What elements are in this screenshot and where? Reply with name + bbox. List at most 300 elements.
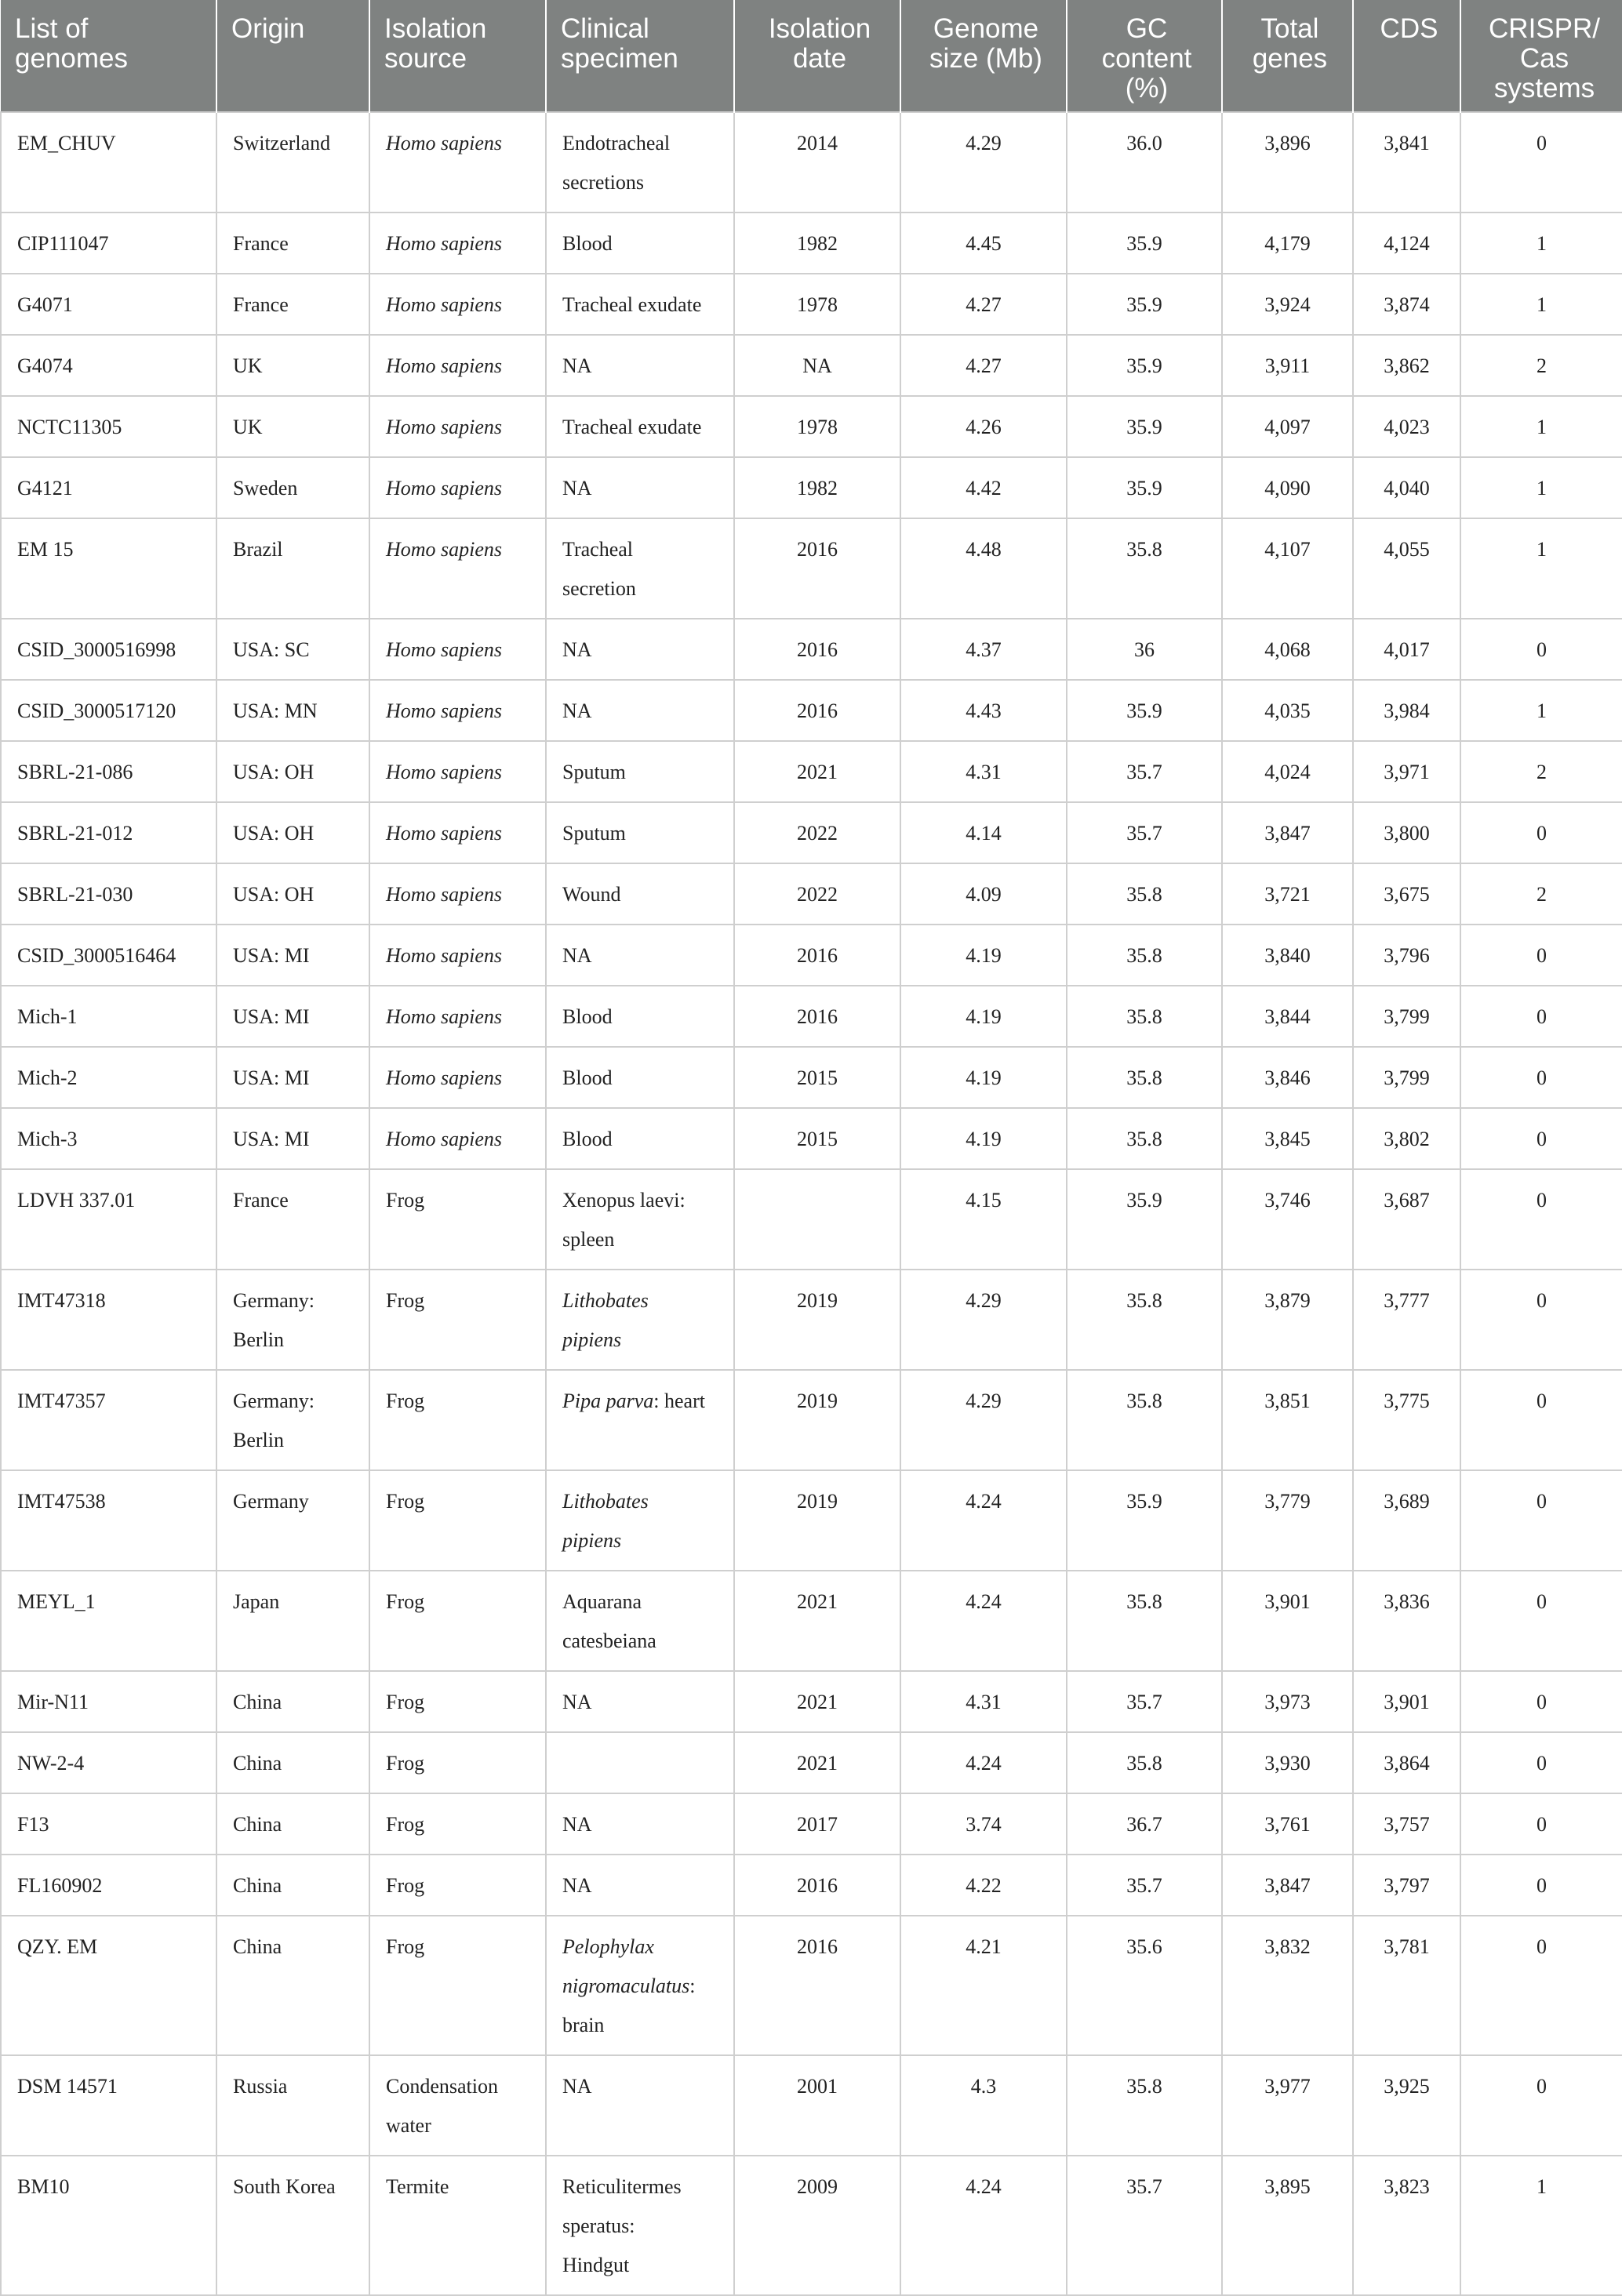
cell-line: China — [233, 1935, 282, 1958]
header-line: Isolation — [384, 13, 487, 44]
cell-isolation-date: 2021 — [734, 741, 900, 802]
cell-genome: SBRL-21-012 — [1, 802, 216, 863]
cell-isolation-source — [369, 1270, 546, 1370]
cell-gc-content: 35.7 — [1067, 1855, 1222, 1916]
cell-cds: 3,775 — [1353, 1370, 1460, 1470]
table-header — [1, 0, 1622, 112]
cell-origin — [216, 741, 369, 802]
cell-line: Homo sapiens — [386, 538, 503, 561]
cell-origin — [216, 1671, 369, 1732]
cell-genome-size: 4.15 — [900, 1169, 1067, 1270]
cell-gc-content: 35.6 — [1067, 1916, 1222, 2055]
header-line: (%) — [1125, 73, 1169, 104]
cell-line: Homo sapiens — [386, 1128, 503, 1150]
header-clinical-specimen — [546, 0, 734, 112]
cell-gc-content: 35.7 — [1067, 802, 1222, 863]
cell-line: Lithobates — [562, 1289, 649, 1312]
cell-gc-content: 36 — [1067, 619, 1222, 680]
cell-line: France — [233, 1189, 289, 1212]
cell-line: Homo sapiens — [386, 293, 503, 316]
table-row — [1, 2156, 1622, 2295]
cell-isolation-date: 2019 — [734, 1270, 900, 1370]
table-row — [1, 680, 1622, 741]
cell-cds: 4,124 — [1353, 213, 1460, 274]
cell-genome: DSM 14571 — [1, 2055, 216, 2156]
header-isolation-date — [734, 0, 900, 112]
cell-line: UK — [233, 354, 263, 377]
cell-line: Homo sapiens — [386, 477, 503, 500]
cell-line: UK — [233, 416, 263, 438]
cell-origin — [216, 335, 369, 396]
cell-clinical-specimen — [546, 1470, 734, 1571]
cell-line: Tracheal exudate — [562, 293, 702, 316]
cell-isolation-source — [369, 396, 546, 457]
cell-origin — [216, 1470, 369, 1571]
cell-crispr: 0 — [1460, 1108, 1622, 1169]
cell-clinical-specimen — [546, 680, 734, 741]
cell-line: Homo sapiens — [386, 416, 503, 438]
cell-crispr: 0 — [1460, 925, 1622, 986]
cell-gc-content: 35.7 — [1067, 741, 1222, 802]
cell-genome: BM10 — [1, 2156, 216, 2295]
cell-crispr: 0 — [1460, 1855, 1622, 1916]
cell-cds: 3,862 — [1353, 335, 1460, 396]
cell-gc-content: 35.8 — [1067, 863, 1222, 925]
cell-line: USA: SC — [233, 638, 310, 661]
cell-line: South Korea — [233, 2175, 336, 2198]
cell-line: Frog — [386, 1490, 425, 1513]
cell-gc-content: 36.0 — [1067, 112, 1222, 213]
cell-genome: Mich-2 — [1, 1047, 216, 1108]
cell-origin — [216, 396, 369, 457]
table-row — [1, 1571, 1622, 1671]
cell-genome-size: 4.24 — [900, 2156, 1067, 2295]
header-genome — [1, 0, 216, 112]
cell-line: Xenopus laevi: — [562, 1189, 686, 1212]
header-line: List of — [15, 13, 89, 44]
cell-isolation-source — [369, 680, 546, 741]
cell-genome: IMT47318 — [1, 1270, 216, 1370]
cell-line: USA: MI — [233, 1128, 310, 1150]
table-row — [1, 1732, 1622, 1793]
cell-genome: MEYL_1 — [1, 1571, 216, 1671]
cell-isolation-date: 2021 — [734, 1571, 900, 1671]
cell-clinical-specimen — [546, 1370, 734, 1470]
cell-gc-content: 35.8 — [1067, 1370, 1222, 1470]
cell-isolation-date: 2016 — [734, 619, 900, 680]
header-line: size (Mb) — [929, 43, 1042, 74]
table-row — [1, 335, 1622, 396]
table-row — [1, 1370, 1622, 1470]
cell-line: Sweden — [233, 477, 298, 500]
cell-cds: 3,800 — [1353, 802, 1460, 863]
cell-origin — [216, 1169, 369, 1270]
cell-line: Germany — [233, 1490, 309, 1513]
cell-isolation-date: 2016 — [734, 1855, 900, 1916]
cell-isolation-source — [369, 274, 546, 335]
header-line: genomes — [15, 43, 128, 74]
cell-isolation-date: 2016 — [734, 518, 900, 619]
cell-genome: CSID_3000516464 — [1, 925, 216, 986]
cell-clinical-specimen — [546, 741, 734, 802]
table-row — [1, 741, 1622, 802]
cell-total-genes: 3,911 — [1222, 335, 1353, 396]
cell-genome: Mich-3 — [1, 1108, 216, 1169]
cell-genome: EM 15 — [1, 518, 216, 619]
cell-isolation-date: 2015 — [734, 1047, 900, 1108]
cell-line: Frog — [386, 1813, 425, 1836]
cell-crispr: 0 — [1460, 1270, 1622, 1370]
cell-genome-size: 4.09 — [900, 863, 1067, 925]
header-isolation-source — [369, 0, 546, 112]
cell-crispr: 0 — [1460, 802, 1622, 863]
cell-genome: SBRL-21-030 — [1, 863, 216, 925]
cell-origin — [216, 274, 369, 335]
header-line: Total — [1260, 13, 1319, 44]
cell-gc-content: 35.9 — [1067, 1169, 1222, 1270]
cell-cds: 3,689 — [1353, 1470, 1460, 1571]
cell-isolation-date: 2001 — [734, 2055, 900, 2156]
cell-gc-content: 35.8 — [1067, 2055, 1222, 2156]
cell-isolation-source — [369, 1370, 546, 1470]
cell-total-genes: 4,024 — [1222, 741, 1353, 802]
cell-line: Homo sapiens — [386, 699, 503, 722]
cell-isolation-date: NA — [734, 335, 900, 396]
cell-clinical-specimen — [546, 1571, 734, 1671]
cell-total-genes: 3,847 — [1222, 802, 1353, 863]
cell-total-genes: 3,973 — [1222, 1671, 1353, 1732]
cell-gc-content: 35.8 — [1067, 1571, 1222, 1671]
cell-isolation-source — [369, 1047, 546, 1108]
cell-cds: 3,874 — [1353, 274, 1460, 335]
cell-crispr: 0 — [1460, 1732, 1622, 1793]
header-total-genes — [1222, 0, 1353, 112]
cell-gc-content: 35.9 — [1067, 680, 1222, 741]
cell-isolation-source — [369, 1732, 546, 1793]
cell-line: Sputum — [562, 761, 626, 783]
cell-crispr: 0 — [1460, 112, 1622, 213]
cell-gc-content: 35.8 — [1067, 925, 1222, 986]
cell-genome: SBRL-21-086 — [1, 741, 216, 802]
cell-cds: 3,802 — [1353, 1108, 1460, 1169]
cell-total-genes: 3,847 — [1222, 1855, 1353, 1916]
header-cds — [1353, 0, 1460, 112]
cell-cds: 3,799 — [1353, 986, 1460, 1047]
cell-line: Frog — [386, 1390, 425, 1412]
cell-genome-size: 4.29 — [900, 1370, 1067, 1470]
cell-line: Condensation — [386, 2075, 498, 2098]
cell-gc-content: 35.7 — [1067, 2156, 1222, 2295]
cell-clinical-specimen — [546, 1732, 734, 1793]
table-row — [1, 1793, 1622, 1855]
cell-cds: 3,757 — [1353, 1793, 1460, 1855]
cell-total-genes: 3,930 — [1222, 1732, 1353, 1793]
cell-isolation-source — [369, 2156, 546, 2295]
cell-line: Aquarana — [562, 1590, 642, 1613]
header-line: Genome — [933, 13, 1039, 44]
cell-genome-size: 4.22 — [900, 1855, 1067, 1916]
cell-line: Lithobates — [562, 1490, 649, 1513]
cell-line: NA — [562, 2075, 592, 2098]
cell-clinical-specimen — [546, 112, 734, 213]
cell-cds: 3,675 — [1353, 863, 1460, 925]
cell-line: nigromaculatus — [562, 1974, 690, 1997]
cell-genome-size: 3.74 — [900, 1793, 1067, 1855]
cell-genome-size: 4.26 — [900, 396, 1067, 457]
cell-isolation-source — [369, 925, 546, 986]
cell-line: pipiens — [562, 1328, 622, 1351]
cell-genome-size: 4.42 — [900, 457, 1067, 518]
cell-crispr: 0 — [1460, 1470, 1622, 1571]
cell-line: Homo sapiens — [386, 638, 503, 661]
cell-clinical-specimen — [546, 518, 734, 619]
cell-genome: Mir-N11 — [1, 1671, 216, 1732]
header-line: specimen — [561, 43, 678, 74]
cell-line: Frog — [386, 1590, 425, 1613]
cell-crispr: 1 — [1460, 396, 1622, 457]
cell-clinical-specimen — [546, 457, 734, 518]
cell-line: speratus: — [562, 2214, 635, 2237]
cell-isolation-date: 2021 — [734, 1671, 900, 1732]
cell-crispr: 2 — [1460, 863, 1622, 925]
cell-crispr: 0 — [1460, 1916, 1622, 2055]
cell-isolation-date: 2016 — [734, 986, 900, 1047]
cell-genome: CSID_3000517120 — [1, 680, 216, 741]
cell-isolation-source — [369, 1108, 546, 1169]
cell-genome-size: 4.45 — [900, 213, 1067, 274]
cell-gc-content: 35.8 — [1067, 1270, 1222, 1370]
cell-genome-size: 4.14 — [900, 802, 1067, 863]
cell-origin — [216, 1855, 369, 1916]
cell-line: Pipa parva — [562, 1390, 654, 1412]
cell-line: NA — [562, 1874, 592, 1897]
cell-line: catesbeiana — [562, 1629, 656, 1652]
cell-clinical-specimen — [546, 1671, 734, 1732]
cell-isolation-source — [369, 741, 546, 802]
cell-line: water — [386, 2114, 431, 2137]
cell-origin — [216, 1732, 369, 1793]
table-row — [1, 518, 1622, 619]
cell-origin — [216, 457, 369, 518]
cell-line: Tracheal exudate — [562, 416, 702, 438]
cell-isolation-source — [369, 619, 546, 680]
cell-isolation-date: 1982 — [734, 213, 900, 274]
cell-total-genes: 3,845 — [1222, 1108, 1353, 1169]
cell-cds: 3,984 — [1353, 680, 1460, 741]
cell-origin — [216, 1370, 369, 1470]
cell-isolation-date: 2016 — [734, 925, 900, 986]
cell-isolation-date: 2016 — [734, 680, 900, 741]
cell-total-genes: 3,832 — [1222, 1916, 1353, 2055]
cell-crispr: 1 — [1460, 213, 1622, 274]
header-genome-size — [900, 0, 1067, 112]
cell-line: Homo sapiens — [386, 232, 503, 255]
header-line: Cas — [1519, 43, 1569, 74]
cell-clinical-specimen — [546, 802, 734, 863]
cell-line: Homo sapiens — [386, 1066, 503, 1089]
cell-origin — [216, 213, 369, 274]
cell-genome-size: 4.31 — [900, 1671, 1067, 1732]
cell-line: spleen — [562, 1228, 615, 1251]
cell-line: Germany: — [233, 1390, 315, 1412]
cell-line: Wound — [562, 883, 621, 906]
cell-cds: 3,797 — [1353, 1855, 1460, 1916]
table-row — [1, 274, 1622, 335]
cell-crispr: 0 — [1460, 1571, 1622, 1671]
cell-genome-size: 4.43 — [900, 680, 1067, 741]
cell-gc-content: 35.8 — [1067, 986, 1222, 1047]
cell-genome-size: 4.27 — [900, 274, 1067, 335]
cell-line: Frog — [386, 1874, 425, 1897]
table-row — [1, 925, 1622, 986]
cell-gc-content: 35.9 — [1067, 1470, 1222, 1571]
cell-clinical-specimen — [546, 396, 734, 457]
cell-line: Homo sapiens — [386, 761, 503, 783]
cell-genome: IMT47538 — [1, 1470, 216, 1571]
cell-clinical-specimen — [546, 335, 734, 396]
cell-gc-content: 35.9 — [1067, 213, 1222, 274]
cell-origin — [216, 1047, 369, 1108]
cell-gc-content: 35.9 — [1067, 274, 1222, 335]
cell-line: Pelophylax — [562, 1935, 654, 1958]
cell-clinical-specimen — [546, 1270, 734, 1370]
cell-genome-size: 4.29 — [900, 112, 1067, 213]
cell-clinical-specimen — [546, 1169, 734, 1270]
cell-crispr: 0 — [1460, 1671, 1622, 1732]
cell-line: China — [233, 1752, 282, 1775]
cell-line: Brazil — [233, 538, 283, 561]
cell-isolation-source — [369, 457, 546, 518]
cell-line: China — [233, 1874, 282, 1897]
cell-isolation-date — [734, 1169, 900, 1270]
cell-genome-size: 4.24 — [900, 1732, 1067, 1793]
cell-isolation-date: 1982 — [734, 457, 900, 518]
cell-origin — [216, 2156, 369, 2295]
table-row — [1, 1270, 1622, 1370]
cell-isolation-source — [369, 1793, 546, 1855]
header-line: CRISPR/ — [1489, 13, 1600, 44]
cell-clinical-specimen — [546, 2055, 734, 2156]
cell-cds: 3,799 — [1353, 1047, 1460, 1108]
cell-line: USA: OH — [233, 761, 315, 783]
cell-genome-size: 4.48 — [900, 518, 1067, 619]
cell-isolation-source — [369, 1571, 546, 1671]
cell-clinical-specimen — [546, 1793, 734, 1855]
cell-isolation-date: 2015 — [734, 1108, 900, 1169]
cell-origin — [216, 518, 369, 619]
cell-genome: CIP111047 — [1, 213, 216, 274]
table-row — [1, 213, 1622, 274]
cell-cds: 3,687 — [1353, 1169, 1460, 1270]
cell-cds: 4,040 — [1353, 457, 1460, 518]
cell-line: : heart — [653, 1390, 705, 1412]
cell-gc-content: 36.7 — [1067, 1793, 1222, 1855]
cell-isolation-source — [369, 335, 546, 396]
cell-total-genes: 3,761 — [1222, 1793, 1353, 1855]
cell-isolation-source — [369, 1470, 546, 1571]
header-row — [1, 0, 1622, 112]
cell-gc-content: 35.7 — [1067, 1671, 1222, 1732]
cell-isolation-source — [369, 1855, 546, 1916]
cell-line: Blood — [562, 1128, 613, 1150]
cell-total-genes: 4,090 — [1222, 457, 1353, 518]
cell-genome: IMT47357 — [1, 1370, 216, 1470]
cell-total-genes: 3,746 — [1222, 1169, 1353, 1270]
header-line: content — [1101, 43, 1192, 74]
cell-gc-content: 35.9 — [1067, 335, 1222, 396]
cell-line: USA: MI — [233, 1066, 310, 1089]
cell-genome: G4121 — [1, 457, 216, 518]
table-row — [1, 1671, 1622, 1732]
cell-line: Sputum — [562, 822, 626, 845]
header-line: genes — [1252, 43, 1328, 74]
header-line: Clinical — [561, 13, 649, 44]
cell-line: NA — [562, 1691, 592, 1713]
cell-clinical-specimen — [546, 274, 734, 335]
cell-total-genes: 4,097 — [1222, 396, 1353, 457]
cell-cds: 3,925 — [1353, 2055, 1460, 2156]
table-body — [1, 112, 1622, 2295]
cell-total-genes: 3,879 — [1222, 1270, 1353, 1370]
table-row — [1, 863, 1622, 925]
cell-line: Homo sapiens — [386, 1005, 503, 1028]
cell-genome-size: 4.37 — [900, 619, 1067, 680]
cell-isolation-date: 2009 — [734, 2156, 900, 2295]
cell-line: France — [233, 293, 289, 316]
cell-crispr: 0 — [1460, 986, 1622, 1047]
cell-genome: G4074 — [1, 335, 216, 396]
cell-gc-content: 35.8 — [1067, 518, 1222, 619]
cell-crispr: 0 — [1460, 2055, 1622, 2156]
cell-crispr: 0 — [1460, 1370, 1622, 1470]
cell-crispr: 0 — [1460, 1047, 1622, 1108]
cell-cds: 4,017 — [1353, 619, 1460, 680]
cell-isolation-date: 2022 — [734, 802, 900, 863]
header-gc-content — [1067, 0, 1222, 112]
cell-line: Frog — [386, 1935, 425, 1958]
cell-isolation-date: 2016 — [734, 1916, 900, 2055]
cell-crispr: 1 — [1460, 457, 1622, 518]
cell-total-genes: 3,901 — [1222, 1571, 1353, 1671]
cell-isolation-date: 2014 — [734, 112, 900, 213]
cell-origin — [216, 1571, 369, 1671]
cell-origin — [216, 112, 369, 213]
table-row — [1, 1855, 1622, 1916]
cell-gc-content: 35.9 — [1067, 457, 1222, 518]
cell-cds: 3,971 — [1353, 741, 1460, 802]
cell-total-genes: 3,895 — [1222, 2156, 1353, 2295]
cell-line: Blood — [562, 1066, 613, 1089]
cell-isolation-source — [369, 213, 546, 274]
cell-line: Blood — [562, 1005, 613, 1028]
cell-crispr: 1 — [1460, 274, 1622, 335]
cell-line: NA — [562, 944, 592, 967]
cell-origin — [216, 1916, 369, 2055]
cell-line: brain — [562, 2014, 605, 2036]
cell-isolation-source — [369, 1916, 546, 2055]
cell-total-genes: 3,924 — [1222, 274, 1353, 335]
cell-crispr: 0 — [1460, 619, 1622, 680]
cell-isolation-date: 1978 — [734, 396, 900, 457]
cell-genome: CSID_3000516998 — [1, 619, 216, 680]
cell-isolation-date: 2019 — [734, 1370, 900, 1470]
cell-line: Frog — [386, 1752, 425, 1775]
cell-genome: QZY. EM — [1, 1916, 216, 2055]
cell-line: pipiens — [562, 1529, 622, 1552]
cell-isolation-source — [369, 863, 546, 925]
header-crispr — [1460, 0, 1622, 112]
cell-genome-size: 4.19 — [900, 925, 1067, 986]
